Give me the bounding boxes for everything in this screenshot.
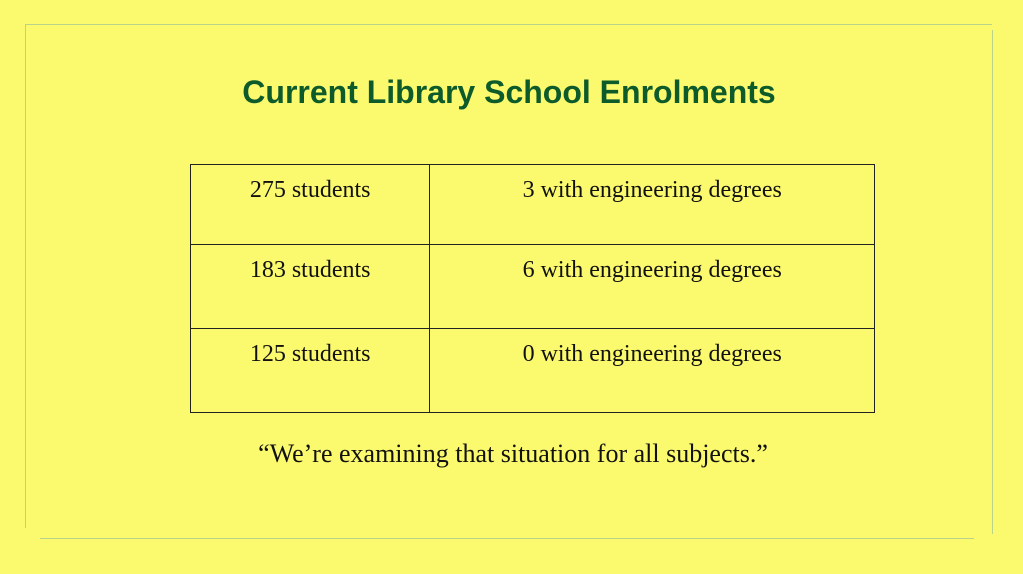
frame-line-top (26, 24, 992, 25)
quote-text: “We’re examining that situation for all subjects.” (258, 439, 768, 468)
students-cell: 125 students (191, 329, 430, 413)
table-row (191, 165, 875, 245)
engineering-degrees-cell: 3 with engineering degrees (430, 165, 875, 245)
table-row (191, 329, 875, 413)
enrolment-table (190, 164, 875, 413)
students-cell: 183 students (191, 245, 430, 329)
engineering-degrees-cell: 6 with engineering degrees (430, 245, 875, 329)
students-cell: 275 students (191, 165, 430, 245)
table-row (191, 245, 875, 329)
engineering-degrees-cell: 0 with engineering degrees (430, 329, 875, 413)
slide-title: Current Library School Enrolments (242, 74, 776, 110)
frame-line-bottom (40, 538, 974, 539)
